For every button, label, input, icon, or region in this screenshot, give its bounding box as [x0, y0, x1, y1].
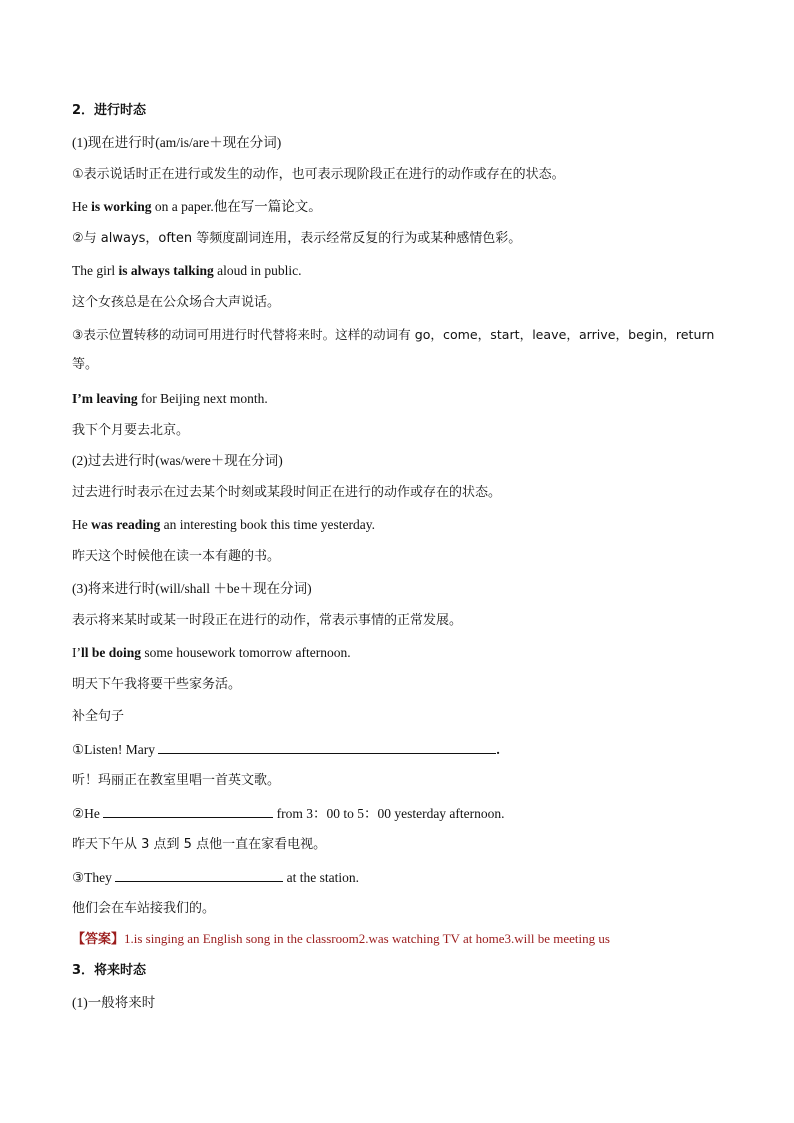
example-1-pre: He — [72, 199, 92, 214]
past-progressive-title: (2)过去进行时(was/were＋现在分词) — [72, 453, 283, 468]
question-3-blank[interactable] — [115, 868, 283, 882]
example-3-post: for Beijing next month. — [137, 391, 268, 406]
exercise-question-2 — [72, 804, 732, 823]
question-2-post: from 3：00 to 5：00 yesterday afternoon. — [273, 806, 505, 821]
question-2-translation: 昨天下午从 3 点到 5 点他一直在家看电视。 — [72, 837, 327, 852]
question-3-pre: ③They — [72, 870, 116, 885]
example-5-post: some housework tomorrow afternoon. — [141, 645, 351, 660]
example-3-translation: 我下个月要去北京。 — [72, 423, 190, 438]
example-4-bold: was reading — [91, 517, 161, 532]
present-progressive-rule-1: ①表示说话时正在进行或发生的动作，也可表示现阶段正在进行的动作或存在的状态。 — [72, 167, 565, 182]
exercise-title: 补全句子 — [72, 709, 125, 724]
example-5-translation: 明天下午我将要干些家务活。 — [72, 677, 242, 692]
example-4-pre: He — [72, 517, 92, 532]
future-progressive-rule: 表示将来某时或某一时段正在进行的动作，常表示事情的正常发展。 — [72, 613, 463, 628]
question-3-post: at the station. — [283, 870, 359, 885]
answer-text: 1.is singing an English song in the classroom2.was watching TV at home3.will be meeting us — [124, 931, 610, 946]
example-4-translation: 昨天这个时候他在读一本有趣的书。 — [72, 549, 281, 564]
example-sentence-5 — [72, 644, 732, 662]
question-1-pre: ①Listen! Mary — [72, 742, 159, 757]
example-3-bold: I’m leaving — [72, 391, 138, 406]
question-1-blank[interactable] — [158, 740, 496, 754]
example-1-post: on a paper.他在写一篇论文。 — [151, 199, 322, 214]
question-1-translation: 听！玛丽正在教室里唱一首英文歌。 — [72, 773, 281, 788]
question-2-blank[interactable] — [103, 804, 273, 818]
example-5-pre: I’ — [72, 645, 81, 660]
present-progressive-title-text: (1)现在进行时(am/is/are＋现在分词) — [72, 135, 282, 150]
present-progressive-rule-3-line-2: 等。 — [72, 357, 99, 372]
exercise-question-3 — [72, 868, 732, 887]
answer-tag: 【答案】 — [72, 932, 125, 947]
exercise-question-1 — [72, 740, 732, 759]
example-2-translation: 这个女孩总是在公众场合大声说话。 — [72, 295, 281, 310]
answer-line — [72, 930, 732, 949]
question-3-translation: 他们会在车站接我们的。 — [72, 901, 216, 916]
example-sentence-4 — [72, 516, 732, 534]
example-2-post: aloud in public. — [213, 263, 302, 278]
present-progressive-rule-3-line-1: ③表示位置转移的动词可用进行时代替将来时。这样的动词有 go，come，start，leave，arrive，begin，return — [72, 327, 715, 342]
question-1-post: . — [496, 742, 500, 757]
present-progressive-rule-2: ②与 always，often 等频度副词连用，表示经常反复的行为或某种感情色彩。 — [72, 231, 522, 246]
example-sentence-2 — [72, 262, 732, 280]
past-progressive-rule: 过去进行时表示在过去某个时刻或某段时间正在进行的动作或存在的状态。 — [72, 485, 502, 500]
example-sentence-3 — [72, 390, 732, 408]
example-5-bold: ll be doing — [81, 645, 142, 660]
example-2-bold: is always talking — [118, 263, 214, 278]
example-2-pre: The girl — [72, 263, 119, 278]
example-4-post: an interesting book this time yesterday. — [160, 517, 375, 532]
simple-future-title: (1)一般将来时 — [72, 995, 156, 1010]
section-heading-progressive: 2．进行时态 — [72, 103, 147, 118]
example-1-bold: is working — [91, 199, 152, 214]
present-progressive-title — [72, 134, 732, 152]
future-progressive-title: (3)将来进行时(will/shall ＋be＋现在分词) — [72, 581, 312, 596]
example-sentence-1 — [72, 198, 732, 216]
question-2-pre: ②He — [72, 806, 104, 821]
section-heading-future: 3．将来时态 — [72, 963, 147, 978]
